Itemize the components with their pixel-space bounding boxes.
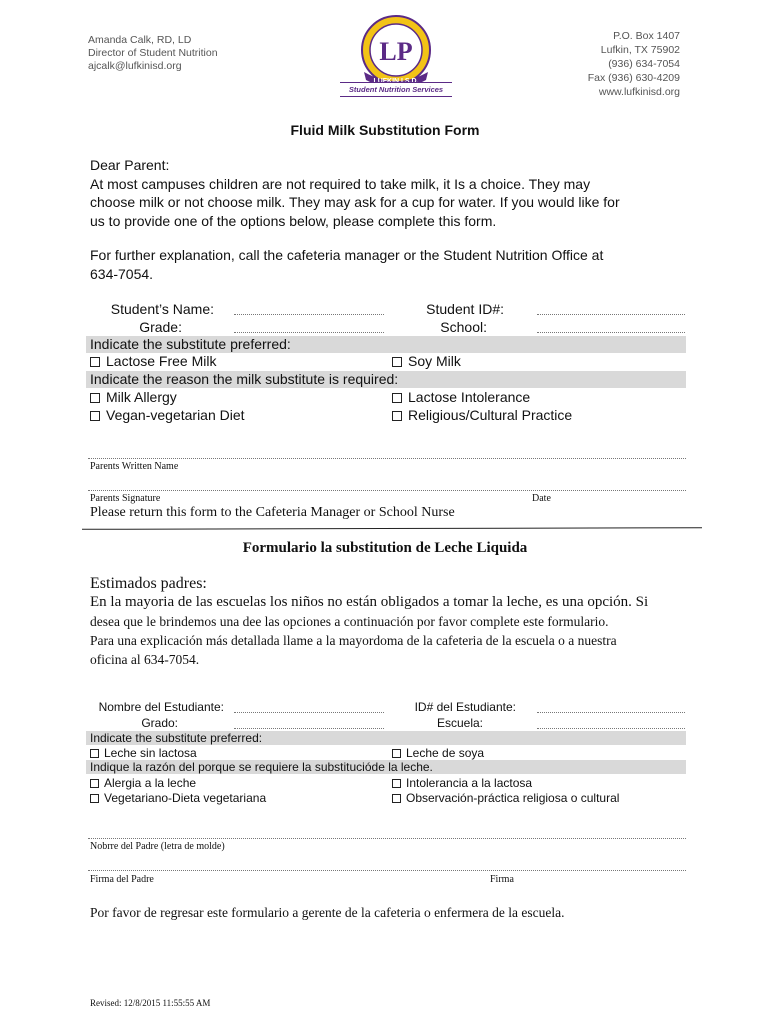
- allergy-label: Milk Allergy: [106, 389, 177, 405]
- firma-padre-label: Firma del Padre: [90, 874, 154, 885]
- lactose-free-label: Lactose Free Milk: [106, 353, 217, 369]
- address-box: P.O. Box 1407: [613, 30, 680, 42]
- grade-label: Grade:: [139, 319, 182, 335]
- spanish-line-4: oficina al 634-7054.: [90, 652, 200, 667]
- alergia-checkbox[interactable]: [90, 779, 99, 788]
- parents-signature-line[interactable]: [88, 490, 686, 491]
- date-label: Date: [532, 493, 551, 504]
- contact-block: [88, 34, 218, 73]
- leche-sin-lactosa-label: Leche sin lactosa: [104, 746, 197, 760]
- vegan-checkbox[interactable]: [90, 411, 100, 421]
- lactose-intolerance-checkbox[interactable]: [392, 393, 402, 403]
- school-field[interactable]: [537, 332, 685, 333]
- lactose-intolerance-label: Lactose Intolerance: [408, 389, 531, 405]
- option-leche-sin-lactosa[interactable]: [90, 746, 197, 760]
- spanish-line-2: desea que le brindemos una dee las opciones a continuación por favor complete este formulario.: [90, 614, 609, 629]
- parents-signature-label: Parents Signature: [90, 493, 161, 504]
- contact-title: Director of Student Nutrition: [88, 47, 218, 59]
- observacion-checkbox[interactable]: [392, 794, 401, 803]
- logo-caption: Student Nutrition Services: [348, 85, 444, 94]
- explanation-line-2: 634-7054.: [90, 265, 154, 282]
- allergy-checkbox[interactable]: [90, 393, 100, 403]
- student-id-field[interactable]: [537, 314, 685, 315]
- spanish-title: Formulario la substitution de Leche Liquida: [242, 540, 528, 556]
- reason-religious[interactable]: [392, 407, 572, 423]
- logo-letters: LP: [379, 37, 413, 66]
- reason-allergy[interactable]: [90, 389, 177, 405]
- spanish-return-note: Por favor de regresar este formulario a gerente de la cafeteria o enfermera de la escuela.: [90, 905, 565, 920]
- reason-intolerancia[interactable]: [392, 776, 532, 790]
- fax-number: Fax (936) 630-4209: [587, 72, 680, 84]
- contact-email[interactable]: ajcalk@lufkinisd.org: [88, 60, 182, 72]
- nombre-padre-line[interactable]: [88, 838, 686, 839]
- form-title: Fluid Milk Substitution Form: [290, 122, 480, 138]
- intro-line-1: At most campuses children are not required to take milk, it Is a choice. They may: [90, 175, 591, 192]
- reason-alergia[interactable]: [90, 776, 196, 790]
- alergia-label: Alergia a la leche: [104, 776, 197, 790]
- english-intro: [90, 156, 620, 230]
- option-lactose-free[interactable]: [90, 353, 216, 369]
- greeting: Dear Parent:: [90, 157, 170, 173]
- intro-line-2: choose milk or not choose milk. They may ask for a cup for water. If you would like for: [90, 194, 620, 210]
- vegetariano-checkbox[interactable]: [90, 794, 99, 803]
- religious-checkbox[interactable]: [392, 411, 402, 421]
- address-city: Lufkin, TX 75902: [600, 44, 680, 56]
- leche-de-soya-label: Leche de soya: [406, 746, 485, 760]
- student-name-label: Student’s Name:: [110, 301, 214, 317]
- grado-label: Grado:: [141, 716, 178, 730]
- spanish-line-1: En la mayoria de las escuelas los niños no están obligados a tomar la leche, es una opción. Si: [90, 594, 649, 610]
- address-block: [540, 29, 680, 99]
- spanish-line-3: Para una explicación más detallada llame a la mayordoma de la cafeteria de la escuela o a nuestra: [90, 633, 617, 648]
- parents-written-name-line[interactable]: [88, 458, 686, 459]
- website-link[interactable]: www.lufkinisd.org: [598, 86, 680, 98]
- intolerancia-checkbox[interactable]: [392, 779, 401, 788]
- reason-observacion[interactable]: [392, 791, 619, 805]
- school-label: School:: [440, 319, 487, 335]
- lactose-free-checkbox[interactable]: [90, 357, 100, 367]
- reason-vegetariano[interactable]: [90, 791, 266, 805]
- english-explanation: [90, 246, 603, 283]
- english-return-note: Please return this form to the Cafeteria Manager or School Nurse: [90, 505, 455, 520]
- reason-lactose-intolerance[interactable]: [392, 389, 530, 405]
- spanish-intro: [90, 574, 648, 669]
- grade-field[interactable]: [234, 332, 384, 333]
- contact-name: Amanda Calk, RD, LD: [88, 34, 192, 46]
- escuela-field[interactable]: [537, 728, 685, 729]
- soy-checkbox[interactable]: [392, 357, 402, 367]
- firma-label: Firma: [490, 874, 514, 885]
- escuela-label: Escuela:: [436, 716, 483, 730]
- reason-vegan[interactable]: [90, 407, 245, 423]
- leche-sin-lactosa-checkbox[interactable]: [90, 749, 99, 758]
- option-leche-de-soya[interactable]: [392, 746, 484, 760]
- vegetariano-label: Vegetariano-Dieta vegetariana: [104, 791, 267, 805]
- revised-timestamp: Revised: 12/8/2015 11:55:55 AM: [90, 998, 211, 1008]
- option-soy[interactable]: [392, 353, 461, 369]
- religious-label: Religious/Cultural Practice: [408, 407, 573, 423]
- student-id-label: Student ID#:: [426, 301, 504, 317]
- grado-field[interactable]: [234, 728, 384, 729]
- spanish-substitute-heading: Indicate the substitute preferred:: [90, 731, 263, 745]
- firma-padre-line[interactable]: [88, 870, 686, 871]
- parents-written-name-label: Parents Written Name: [90, 461, 179, 472]
- soy-label: Soy Milk: [408, 353, 461, 369]
- nombre-field[interactable]: [234, 712, 384, 713]
- nombre-label: Nombre del Estudiante:: [98, 700, 224, 714]
- observacion-label: Observación-práctica religiosa o cultural: [406, 791, 620, 805]
- spanish-reason-heading: Indique la razón del porque se requiere la substitucióde la leche.: [90, 760, 433, 774]
- intro-line-3: us to provide one of the options below, please complete this form.: [90, 212, 497, 229]
- intolerancia-label: Intolerancia a la lactosa: [406, 776, 533, 790]
- vegan-label: Vegan-vegetarian Diet: [106, 407, 245, 423]
- spanish-greeting: Estimados padres:: [90, 575, 207, 592]
- reason-heading: Indicate the reason the milk substitute is required:: [90, 371, 399, 387]
- section-divider: [82, 527, 702, 530]
- logo-caption-bar: [340, 82, 452, 97]
- explanation-line-1: For further explanation, call the cafeteria manager or the Student Nutrition Office at: [90, 247, 604, 263]
- student-name-field[interactable]: [234, 314, 384, 315]
- id-estudiante-field[interactable]: [537, 712, 685, 713]
- leche-de-soya-checkbox[interactable]: [392, 749, 401, 758]
- nombre-padre-label: Nobrre del Padre (letra de molde): [90, 841, 225, 852]
- substitute-heading: Indicate the substitute preferred:: [90, 336, 291, 352]
- phone-number: (936) 634-7054: [608, 58, 680, 70]
- id-estudiante-label: ID# del Estudiante:: [414, 700, 516, 714]
